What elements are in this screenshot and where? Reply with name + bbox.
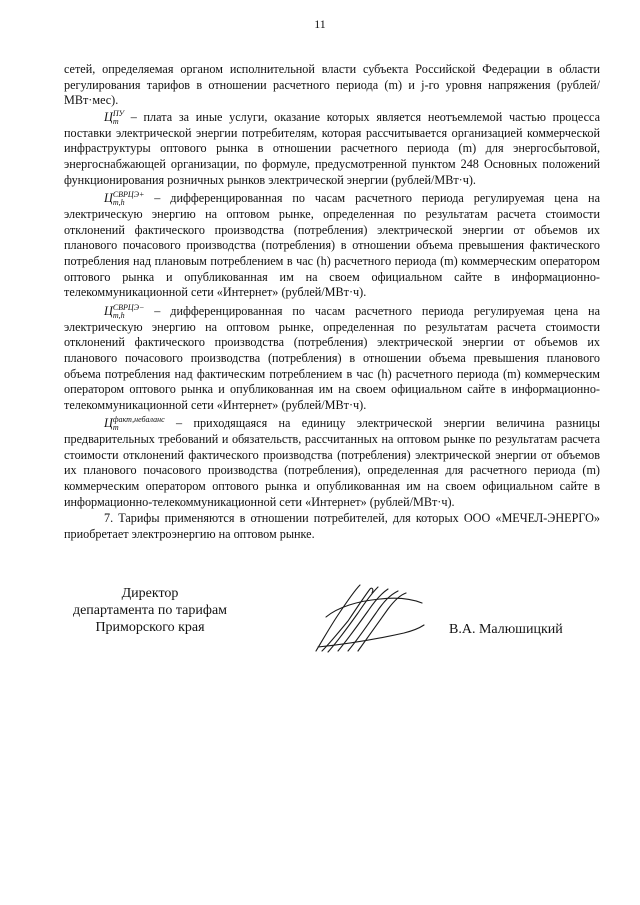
signer-title (60, 585, 240, 636)
page-number: 11 (314, 17, 326, 31)
paragraph-pu-definition: Ц ПУ m – плата за иные услуги, оказание которых является неотъемлемой частью процесса поставки электрической энергии потребителям, которая рассчитывается организацией коммерческой инфраструктуры оптового рынка в отношении расчетного периода (m) для энергосбытовой, энергоснабжающей организации, по формуле, предусмотренной пунктом 248 Основных положений функционирования розничных рынков электрической энергии (рублей/МВт·ч). (64, 108, 600, 187)
symbol-c-svrce-minus: Ц СВРЦЭ− m,h (104, 302, 145, 320)
paragraph-svrce-plus-definition: Ц СВРЦЭ+ m,h – дифференцированная по часам расчетного периода регулируемая цена на электрическую энергию на оптовом рынке, определенная по результатам расчета стоимости отклонений фактического производства (потребления) электрической энергии от объемов их планового почасового производства (потребления) в отношении объема превышения фактического потребления над плановым потреблением в час (h) расчетного периода (m) коммерческим оператором оптового рынка и опубликованная им на своем официальном сайте в информационно-телекоммуникационной сети «Интернет» (рублей/МВт·ч). (64, 190, 600, 300)
paragraph-svrce-minus-definition: Ц СВРЦЭ− m,h – дифференцированная по часам расчетного периода регулируемая цена на электрическую энергию на оптовом рынке, определенная по результатам расчета стоимости отклонений фактического производства (потребления) электрической энергии от объемов их планового почасового производства (потребления) в отношении объема превышения планового объема потребления над фактическим потреблением в час (h) расчетного периода (m) коммерческим оператором оптового рынка и опубликованная им на своем официальном сайте в информационно-телекоммуникационной сети «Интернет» (рублей/МВт·ч). (64, 302, 600, 412)
signature-block (60, 585, 600, 665)
symbol-c-fact-imbalance: Ц факт,небаланс m (104, 415, 165, 433)
paragraph-fact-imbalance-definition: Ц факт,небаланс m – приходящаяся на единицу электрической энергии величина разницы предварительных требований и обязательств, рассчитанных на оптовом рынке по результатам расчета стоимости отклонений фактического производства (потребления) электрической энергии от объемов их планового почасового производства (потребления), определенная для расчетного периода (m) коммерческим оператором оптового рынка и опубликованная им на своем официальном сайте в информационно-телекоммуникационной сети «Интернет» (рублей/МВт·ч). (64, 415, 600, 509)
signer-title-line: Приморского края (95, 620, 205, 635)
signer-title-line: департамента по тарифам (72, 603, 228, 618)
paragraph-item-7: 7. Тарифы применяются в отношении потребителей, для которых ООО «МЕЧЕЛ-ЭНЕРГО» приобретает электроэнергию на оптовом рынке. (64, 511, 600, 541)
signer-name: В.А. Малюшицкий (449, 622, 563, 637)
handwritten-signature (308, 577, 438, 657)
signer-title-line: Директор (121, 586, 179, 601)
paragraph-continuation: сетей, определяемая органом исполнительной власти субъекта Российской Федерации в области регулирования тарифов в отношении расчетного периода (m) и j-го уровня напряжения (рублей/МВт·мес). (64, 62, 600, 108)
document-body (64, 62, 600, 542)
symbol-c-svrce-plus: Ц СВРЦЭ+ m,h (104, 190, 145, 208)
symbol-c-pu: Ц ПУ m (104, 108, 124, 126)
